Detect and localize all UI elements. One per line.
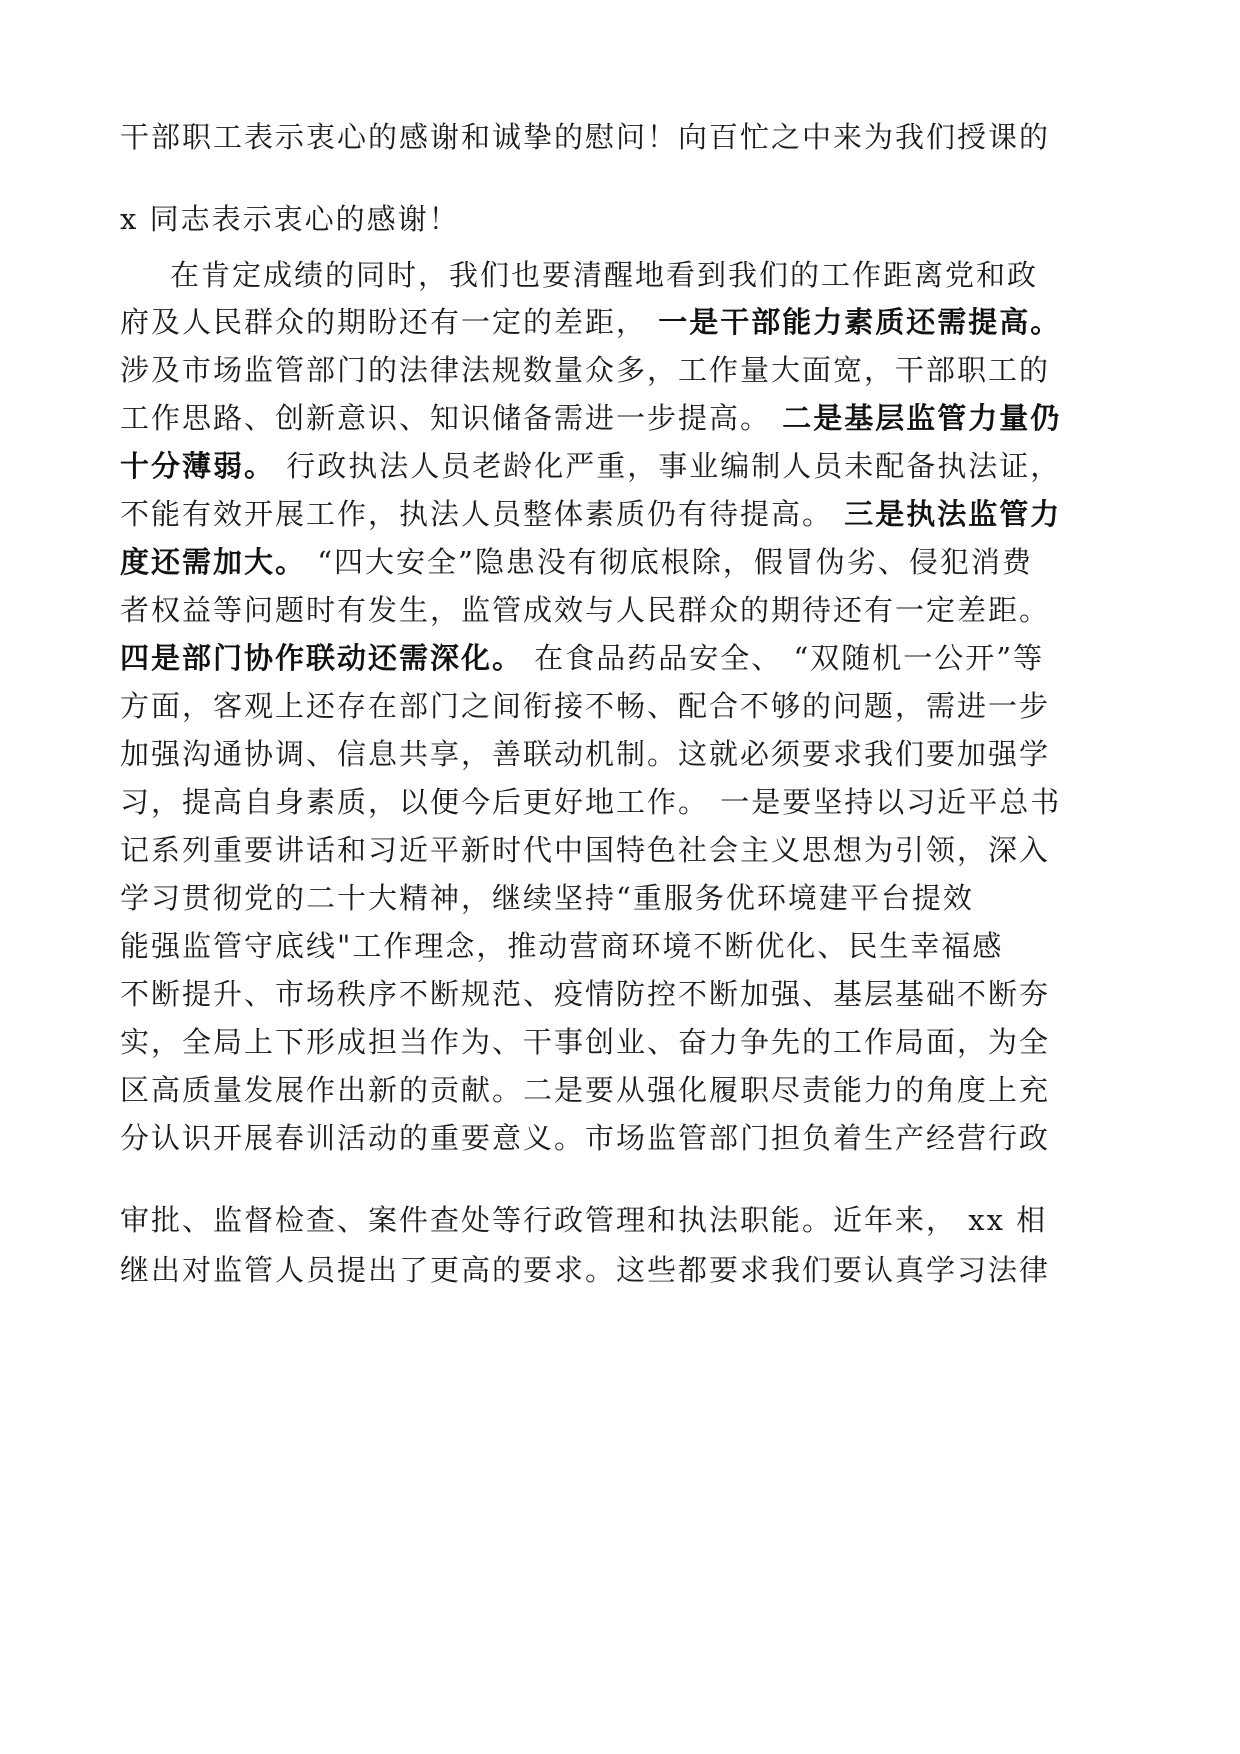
text-line [120,971,1120,1017]
body-text: 记系列重要讲话和习近平新时代中国特色社会主义思想为引领，深入 [120,833,1051,867]
text-line [120,539,1120,585]
text-line [120,443,1120,489]
text-line [120,1067,1120,1113]
bold-heading-text: 十分薄弱。 [120,449,276,483]
body-text: 区高质量发展作出新的贡献。二是要从强化履职尽责能力的角度上充 [120,1073,1051,1107]
text-line [120,1115,1120,1161]
body-text: 分认识开展春训活动的重要意义。市场监管部门担负着生产经营行政 [120,1121,1051,1155]
body-text: 在食品药品安全、 “双随机一公开”等 [523,641,1045,675]
text-line [120,923,1120,969]
body-text: 实，全局上下形成担当作为、干事创业、奋力争先的工作局面，为全 [120,1025,1051,1059]
body-text: 在肯定成绩的同时，我们也要清醒地看到我们的工作距离党和政 [170,258,1039,292]
text-line [120,299,1120,345]
text-line [120,731,1120,777]
text-line [120,779,1120,825]
body-text: 审批、监督检查、案件查处等行政管理和执法职能。近年来， xx 相 [120,1203,1048,1237]
text-line [120,114,1120,160]
body-text: 行政执法人员老龄化严重，事业编制人员未配备执法证， [275,449,1062,483]
body-text: 不断提升、市场秩序不断规范、疫情防控不断加强、基层基础不断夯 [120,977,1051,1011]
body-text: 府及人民群众的期盼还有一定的差距， [120,305,659,339]
text-line [120,491,1120,537]
text-line [120,395,1120,441]
body-text: 涉及市场监管部门的法律法规数量众多，工作量大面宽，干部职工的 [120,353,1051,387]
text-line [120,1019,1120,1065]
text-line [120,196,1120,242]
body-text: 不能有效开展工作，执法人员整体素质仍有待提高。 [120,497,845,531]
text-line [120,827,1120,873]
body-text: 工作思路、创新意识、知识储备需进一步提高。 [120,401,783,435]
text-line [120,587,1120,633]
body-text: 加强沟通协调、信息共享，善联动机制。这就必须要求我们要加强学 [120,737,1051,771]
text-line [120,347,1120,393]
text-line [120,875,1120,921]
text-line [120,1197,1120,1243]
body-text: x 同志表示衷心的感谢！ [120,202,460,236]
bold-heading-text: 度还需加大。 [120,545,307,579]
body-text: 方面，客观上还存在部门之间衔接不畅、配合不够的问题，需进一步 [120,689,1051,723]
body-text: 能强监管守底线"工作理念，推动营商环境不断优化、民生幸福感 [120,929,1004,963]
bold-heading-text: 四是部门协作联动还需深化。 [120,641,524,675]
body-text: 者权益等问题时有发生，监管成效与人民群众的期待还有一定差距。 [120,593,1051,627]
body-text: 习，提高自身素质，以便今后更好地工作。 一是要坚持以习近平总书 [120,785,1062,819]
bold-heading-text: 二是基层监管力量仍 [782,401,1062,435]
body-text: 继出对监管人员提出了更高的要求。这些都要求我们要认真学习法律 [120,1253,1051,1287]
text-line [120,1247,1120,1293]
body-text: 学习贯彻党的二十大精神，继续坚持“重服务优环境建平台提效 [120,881,974,915]
body-text: “四大安全”隐患没有彻底根除，假冒伪劣、侵犯消费 [306,545,1033,579]
bold-heading-text: 三是执法监管力 [844,497,1062,531]
text-line [120,683,1120,729]
body-text: 干部职工表示衷心的感谢和诚挚的慰问！向百忙之中来为我们授课的 [120,120,1051,154]
text-line [170,252,1120,298]
text-line [120,635,1120,681]
bold-heading-text: 一是干部能力素质还需提高。 [658,305,1062,339]
